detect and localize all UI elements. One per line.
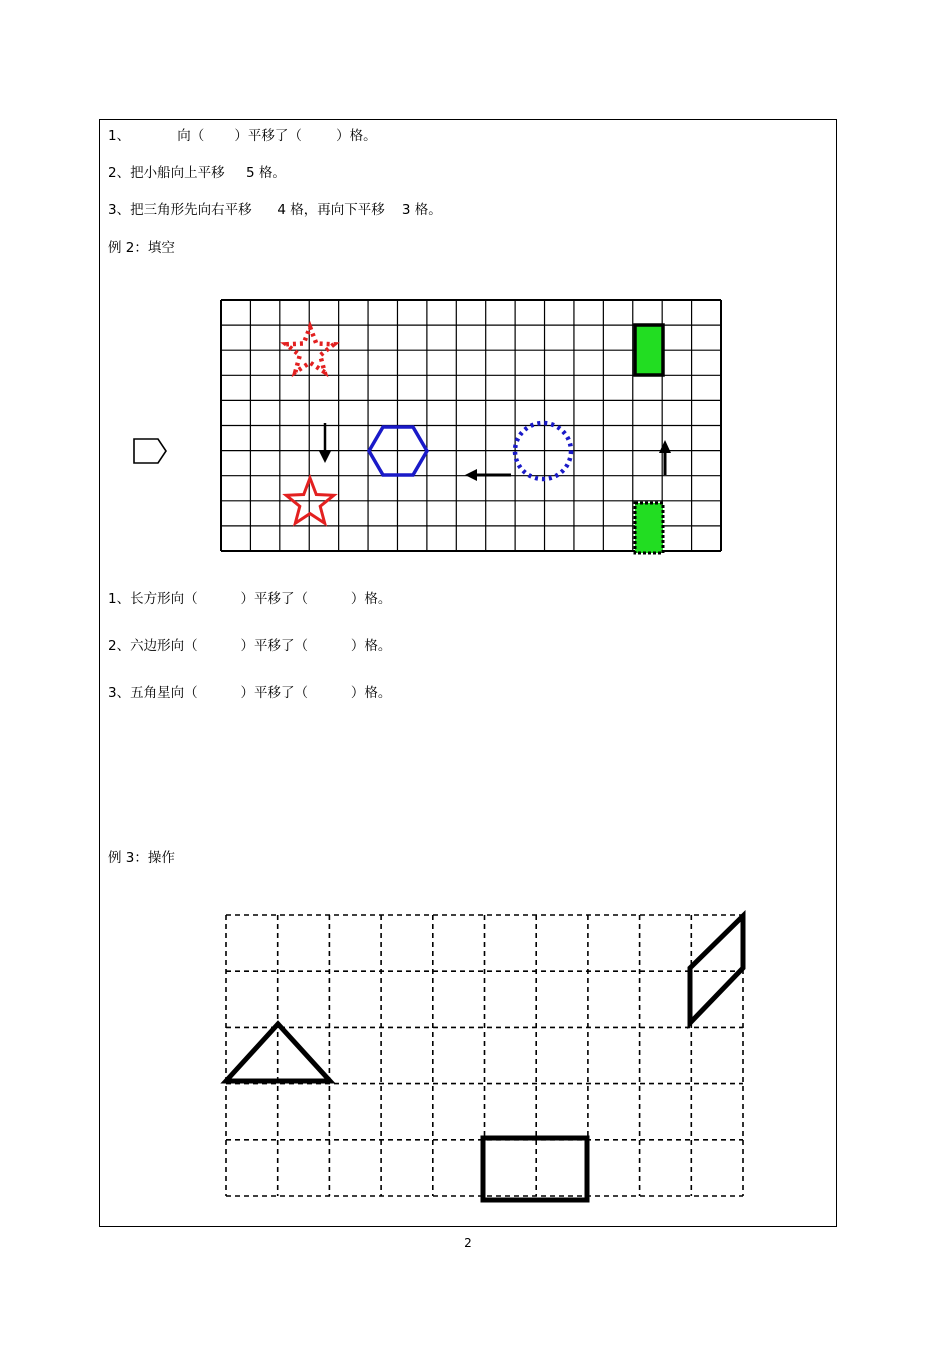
operation-grid-figure [210, 906, 753, 1211]
example-3-heading: 例 3：操作 [108, 850, 175, 866]
translation-grid-figure [213, 291, 731, 563]
green-rectangle-bottom [635, 503, 663, 553]
fill-blank-2: 2、六边形向（ ）平移了（ ）格。 [108, 638, 392, 654]
question-line-3: 3、把三角形先向右平移 4 格，再向下平移 3 格。 [108, 202, 442, 218]
page-number: 2 [464, 1236, 472, 1250]
example-2-heading: 例 2：填空 [108, 240, 175, 256]
green-rectangle-top [635, 325, 663, 375]
question-line-2: 2、把小船向上平移 5 格。 [108, 165, 286, 181]
fill-blank-1: 1、长方形向（ ）平移了（ ）格。 [108, 591, 392, 607]
pentagon-boat-icon [132, 437, 168, 465]
question-line-1: 1、 向（ ）平移了（ ）格。 [108, 128, 377, 144]
fill-blank-3: 3、五角星向（ ）平移了（ ）格。 [108, 685, 392, 701]
